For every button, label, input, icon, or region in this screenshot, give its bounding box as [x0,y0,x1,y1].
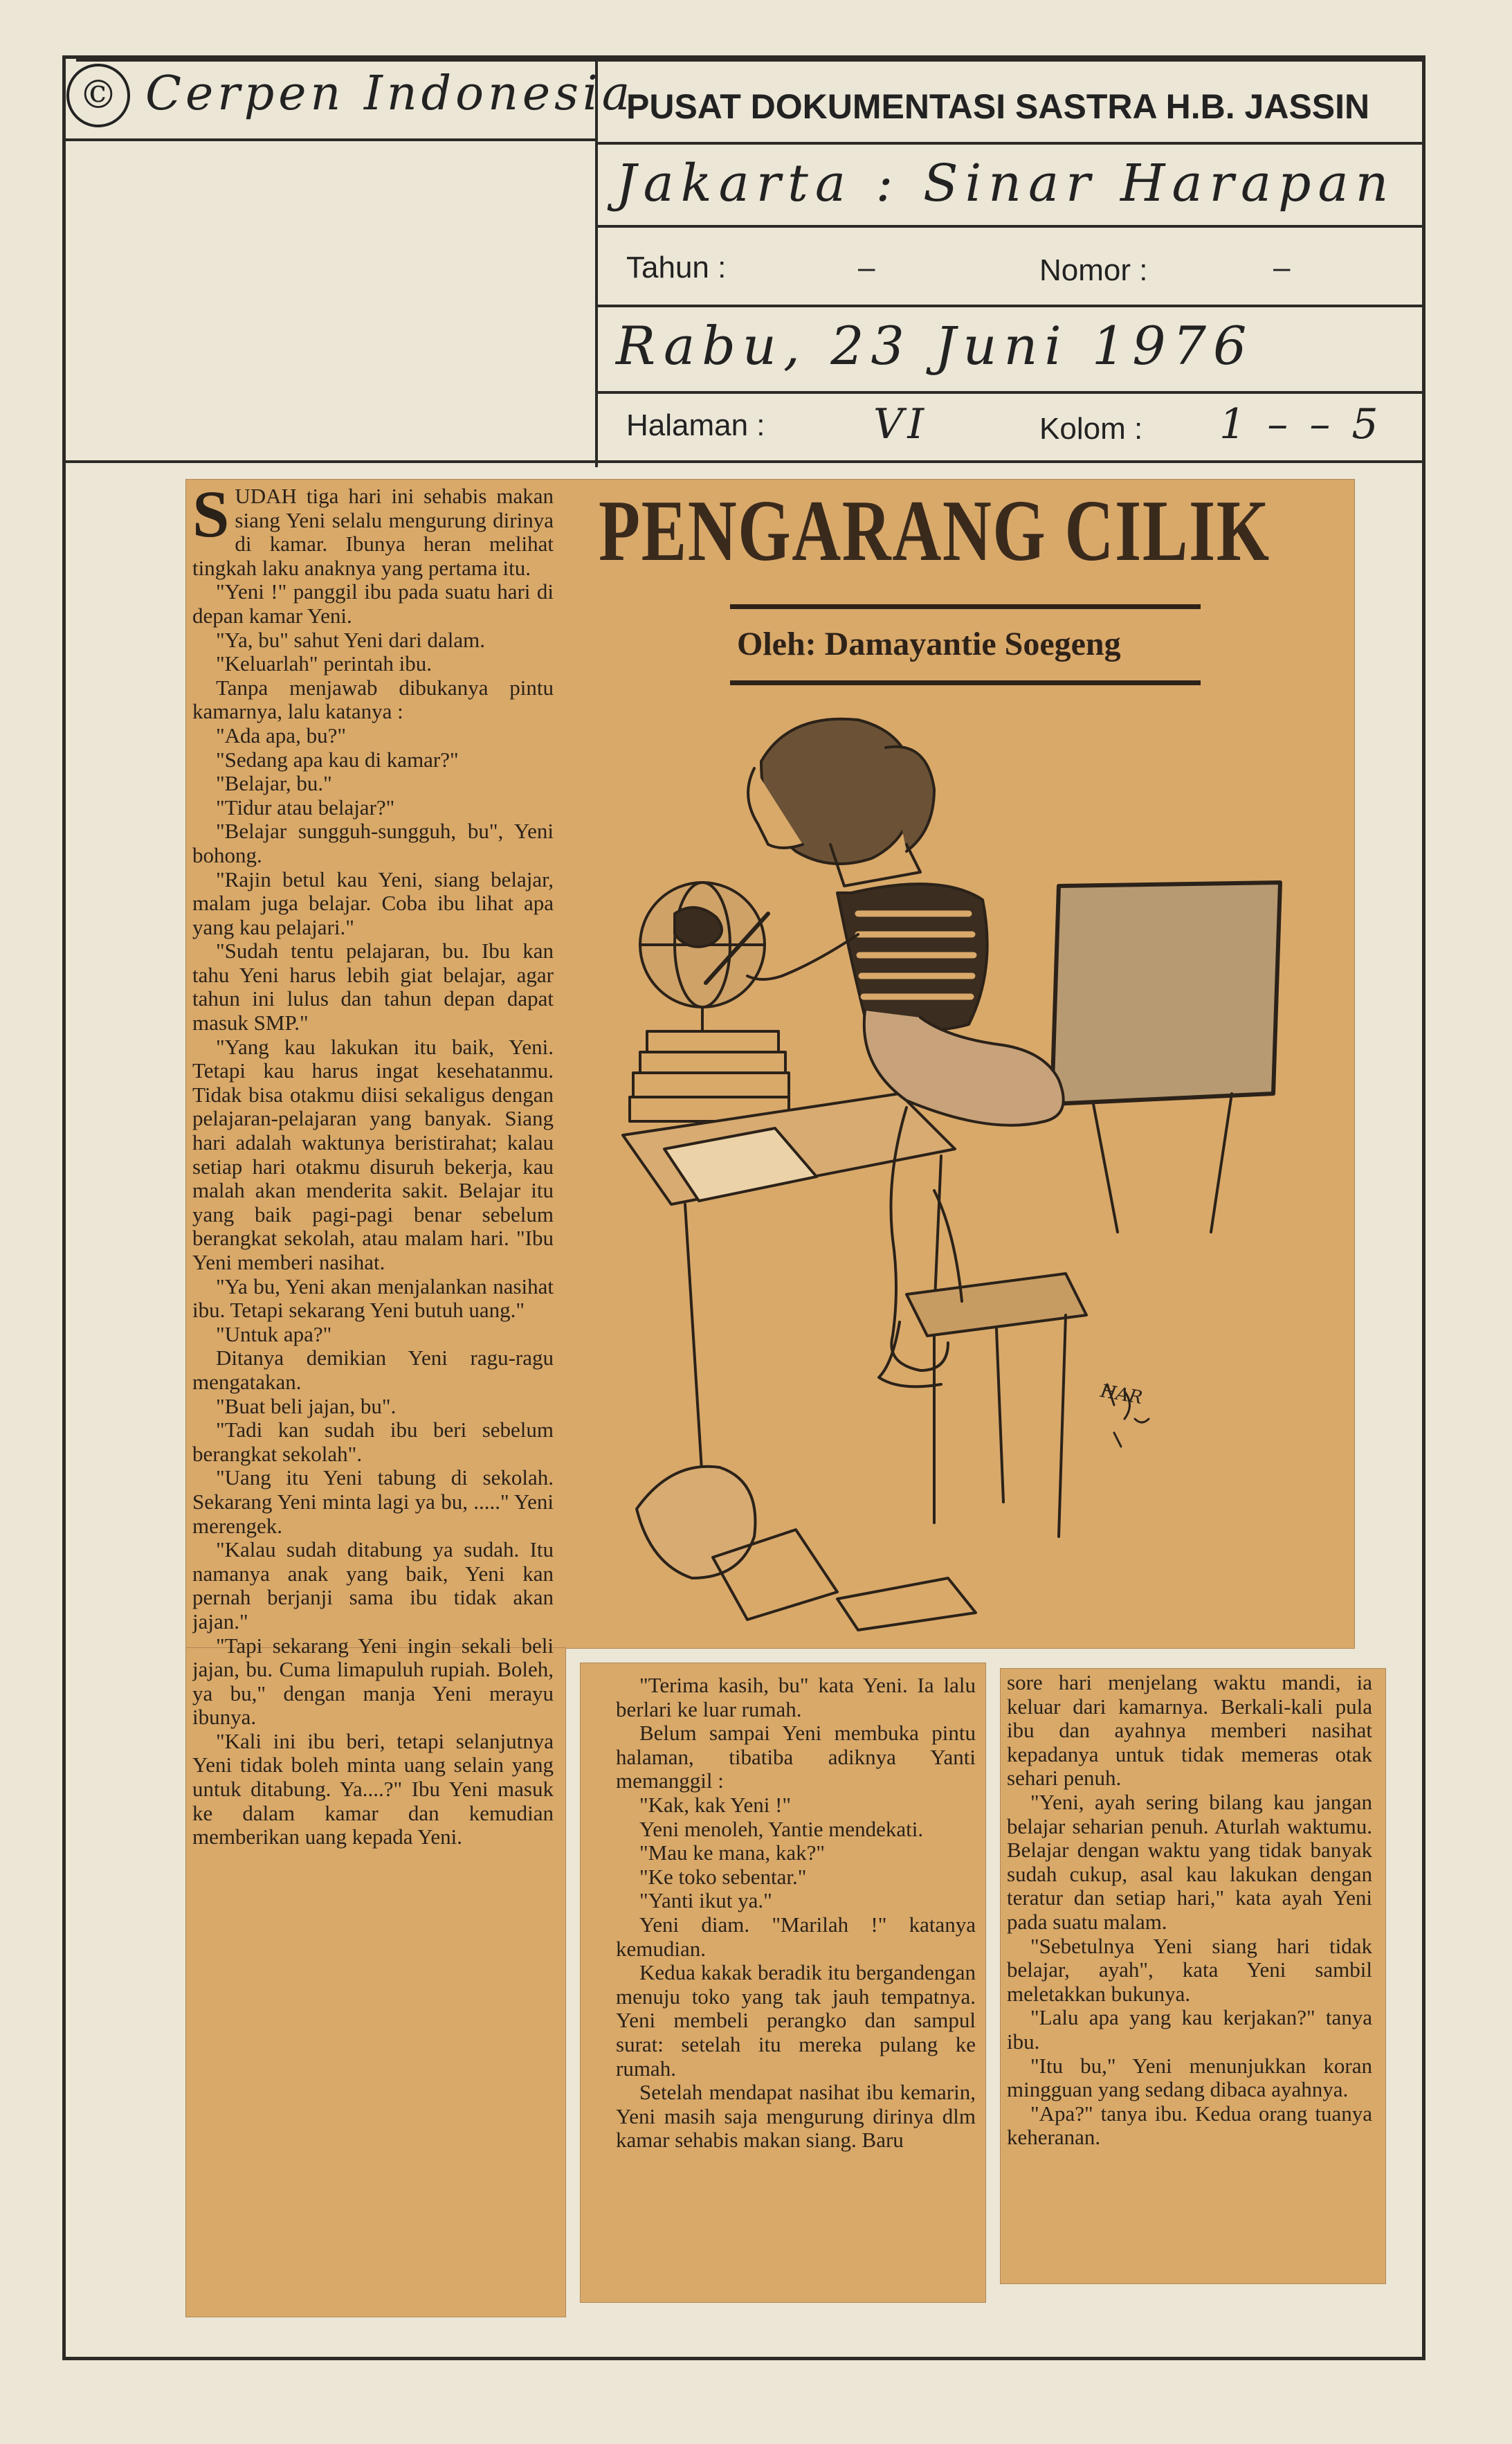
column-1-paragraph: "Untuk apa?" [216,1321,332,1346]
header-bottom-rule [62,460,1426,463]
copyright-mark: © [66,64,130,127]
kolom-label: Kolom : [1039,412,1143,446]
books-stack-shape [630,1031,789,1121]
stool-shape [907,1274,1086,1537]
article-column-2 [616,1674,976,2297]
column-1-paragraph: "Kalau sudah ditabung ya sudah. Itu namanya anak yang baik, Yeni kan pernah berjanji sama ibu tidak akan jajan." [192,1537,554,1633]
column-3-paragraph: "Itu bu," Yeni menunjukkan koran mingguan yang sedang dibaca ayahnya. [1007,2053,1372,2102]
column-2-paragraph: "Ke toko sebentar." [639,1864,807,1889]
header-rule-4 [595,391,1426,394]
column-1-paragraph: "Tadi kan sudah ibu beri sebelum berangkat sekolah". [192,1418,554,1466]
column-1-paragraph: "Yeni !" panggil ibu pada suatu hari di depan kamar Yeni. [192,579,554,628]
column-2-paragraph: Yeni menoleh, Yantie mendekati. [639,1816,924,1841]
dropcap-letter: S [192,485,230,551]
column-1-paragraph-0: SUDAH tiga hari ini sehabis makan siang Yeni selalu mengurung dirinya di kamar. Ibunya heran melihat tingkah laku anaknya yang pertama itu. [192,485,554,580]
column-2-paragraph: "Yanti ikut ya." [639,1888,772,1913]
tahun-value: – [858,251,875,284]
girl-writing-illustration [609,706,1322,1633]
column-2-paragraph: Belum sampai Yeni membuka pintu halaman, tibatiba adiknya Yanti memanggil : [616,1721,976,1793]
globe-shape [640,882,765,1031]
handwritten-source: Jakarta : Sinar Harapan [616,154,1396,213]
header-rule-1 [595,142,1426,145]
column-2-paragraph: "Kak, kak Yeni !" [639,1792,792,1817]
kolom-value: 1 – – 5 [1219,400,1383,449]
header-rule-3 [595,305,1426,307]
article-column-1 [192,485,554,2312]
column-2-paragraph: Setelah mendapat nasihat ibu kemarin, Yeni masih saja mengurung dirinya dlm kamar sehabis makan siang. Baru [616,2080,976,2153]
column-1-paragraph: "Ya bu, Yeni akan menjalankan nasihat ibu. Tetapi sekarang Yeni butuh uang." [192,1274,554,1323]
column-1-paragraph: "Ya, bu" sahut Yeni dari dalam. [216,627,485,652]
column-1-paragraph: "Tidur atau belajar?" [216,795,395,820]
header-top-rule [76,59,1426,62]
column-3-paragraph: "Lalu apa yang kau kerjakan?" tanya ibu. [1007,2005,1372,2054]
column-2-paragraph: Kedua kakak beradik itu bergandengan menuju toko yang tak jauh tempatnya. Yeni membeli perangko dan sampul surat: setelah itu mereka pulang ke rumah. [616,1960,976,2081]
column-1-paragraph: Ditanya demikian Yeni ragu-ragu mengatakan. [192,1346,554,1394]
tahun-label: Tahun : [626,251,727,284]
handwritten-date: Rabu, 23 Juni 1976 [616,315,1254,377]
desk-shape [623,1094,955,1537]
column-1-paragraph: "Tapi sekarang Yeni ingin sekali beli jajan, bu. Cuma limapuluh rupiah. Boleh, ya bu," dengan manja Yeni merayu ibunya. [192,1633,554,1730]
column-1-paragraph: "Buat beli jajan, bu". [216,1393,397,1418]
column-3-paragraph: "Yeni, ayah sering bilang kau jangan belajar seharian penuh. Aturlah waktumu. Belajar dengan waktu yang tidak banyak sudah cukup, asal kau lakukan dengan teratur dan setiap hari," kata ayah Yeni pada suatu malam. [1007,1789,1372,1934]
handwritten-category: Cerpen Indonesia [145,66,635,121]
header-rule-2 [595,225,1426,228]
floor-papers-shape [637,1467,976,1630]
article-byline: Oleh: Damayantie Soegeng [737,626,1121,662]
column-1-paragraph: "Belajar, bu." [216,771,332,796]
column-1-paragraph: "Keluarlah" perintah ibu. [216,651,432,676]
column-1-paragraph: "Ada apa, bu?" [216,723,346,748]
institution-name: PUSAT DOKUMENTASI SASTRA H.B. JASSIN [626,87,1370,126]
blackboard-shape [1052,882,1280,1232]
illustration-signature: HAR [1098,1380,1145,1409]
column-1-paragraph: "Rajin betul kau Yeni, siang belajar, malam juga belajar. Coba ibu lihat apa yang kau pelajari." [192,867,554,939]
nomor-value: – [1273,251,1291,284]
title-rule-top [730,604,1201,609]
column-1-paragraph: "Yang kau lakukan itu baik, Yeni. Tetapi kau harus ingat kesehatanmu. Tidak bisa otakmu diisi sekaligus dengan pelajaran-pelajaran yang banyak. Siang hari adalah waktunya beristirahat; kalau setiap hari otakmu disuruh bekerja, kau malah akan menderita sakit. Belajar itu yang baik pagi-pagi benar sebelum berangkat sekolah, atau malam hari. "Ibu Yeni memberi nasihat. [192,1034,554,1274]
column-1-paragraph: "Kali ini ibu beri, tetapi selanjutnya Yeni tidak boleh minta uang selain yang untuk ditabung. Ya....?" Ibu Yeni masuk ke dalam kamar dan kemudian memberikan uang kepada Yeni. [192,1728,554,1849]
column-3-paragraph: sore hari menjelang waktu mandi, ia keluar dari kamarnya. Berkali-kali pula ibu dan ayahnya memberi nasihat kepadanya untuk tidak memeras otak sehari penuh. [1007,1671,1372,1791]
column-2-paragraph: "Terima kasih, bu" kata Yeni. Ia lalu berlari ke luar rumah. [616,1674,976,1721]
halaman-label: Halaman : [626,408,765,442]
column-3-paragraph: "Apa?" tanya ibu. Kedua orang tuanya keheranan. [1007,2101,1372,2150]
article-title: PENGARANG CILIK [599,483,1270,579]
halaman-value: VI [873,400,929,449]
column-1-paragraph: Tanpa menjawab dibukanya pintu kamarnya, lalu katanya : [192,675,554,724]
column-1-paragraph: "Sudah tentu pelajaran, bu. Ibu kan tahu Yeni harus lebih giat belajar, agar tahun ini lulus dan tahun depan dapat masuk SMP." [192,939,554,1035]
article-column-3 [1007,1671,1372,2280]
header-rule-left [62,138,595,141]
column-3-paragraph: "Sebetulnya Yeni siang hari tidak belajar, ayah", kata Yeni sambil meletakkan bukunya. [1007,1933,1372,2006]
column-1-paragraph: "Uang itu Yeni tabung di sekolah. Sekarang Yeni minta lagi ya bu, ....." Yeni merengek. [192,1465,554,1538]
column-1-paragraph: "Belajar sungguh-sungguh, bu", Yeni bohong. [192,819,554,867]
title-rule-bottom [730,680,1201,685]
column-2-paragraph: "Mau ke mana, kak?" [639,1840,826,1865]
column-2-paragraph: Yeni diam. "Marilah !" katanya kemudian. [616,1912,976,1961]
nomor-label: Nomor : [1039,253,1148,287]
column-1-paragraph: "Sedang apa kau di kamar?" [216,747,459,772]
